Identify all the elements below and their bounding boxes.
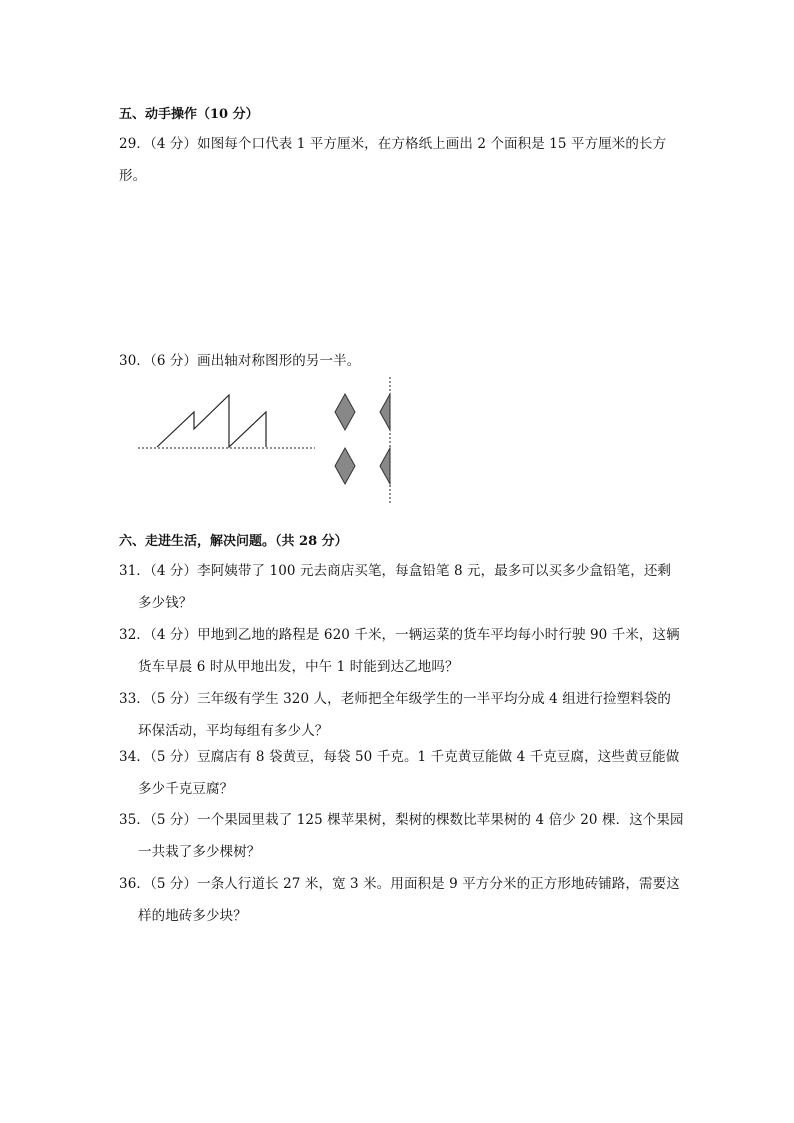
question-text-line1: 35．（5 分）一个果园里栽了 125 棵苹果树，梨树的棵数比苹果树的 4 倍少 20 棵．这个果园: [119, 812, 684, 828]
section-5-title: 五、动手操作（10 分）: [119, 107, 259, 122]
question-32: [119, 619, 689, 683]
question-31: [119, 555, 689, 619]
question-text-line2: 环保活动，平均每组有多少人？: [138, 723, 329, 739]
half-diamond-top: [380, 394, 390, 430]
question-36: [119, 868, 689, 932]
question-34: [119, 741, 689, 805]
symmetry-figure: [130, 372, 410, 507]
question-text-line1: 31．（4 分）李阿姨带了 100 元去商店买笔，每盒铅笔 8 元，最多可以买多少盒铅笔，还剩: [119, 563, 672, 579]
question-text-line1: 32．（4 分）甲地到乙地的路程是 620 千米，一辆运菜的货车平均每小时行驶 90 千米，这辆: [119, 627, 680, 643]
question-text-line2: 多少钱？: [138, 595, 193, 611]
diamond-shape-top: [335, 394, 355, 430]
question-33: [119, 683, 689, 747]
half-diamond-bottom: [380, 448, 390, 484]
question-text-line2: 多少千克豆腐？: [138, 781, 234, 797]
question-text-line2: 样的地砖多少块？: [138, 908, 247, 924]
question-35: [119, 804, 689, 868]
question-text-line1: 33．（5 分）三年级有学生 320 人，老师把全年级学生的一半平均分成 4 组进行捡塑料袋的: [119, 691, 672, 707]
question-text-line1: 34．（5 分）豆腐店有 8 袋黄豆，每袋 50 千克。1 千克黄豆能做 4 千克豆腐，这些黄豆能做: [119, 749, 680, 765]
question-text-line2: 一共栽了多少棵树？: [138, 844, 261, 860]
section-6-title: 六、走进生活，解决问题。（共 28 分）: [119, 534, 348, 549]
question-text-line1: 36．（5 分）一条人行道长 27 米，宽 3 米。用面积是 9 平方分米的正方形地砖铺路，需要这: [119, 876, 680, 892]
sawtooth-half-figure: [157, 395, 266, 447]
diamond-shape-bottom: [335, 448, 355, 484]
question-30: 30．（6 分）画出轴对称图形的另一半。: [119, 353, 361, 369]
question-29: 29．（4 分）如图每个口代表 1 平方厘米，在方格纸上画出 2 个面积是 15 平方厘米的长方形。: [119, 136, 667, 184]
question-text-line2: 货车早晨 6 时从甲地出发，中午 1 时能到达乙地吗？: [138, 659, 459, 675]
